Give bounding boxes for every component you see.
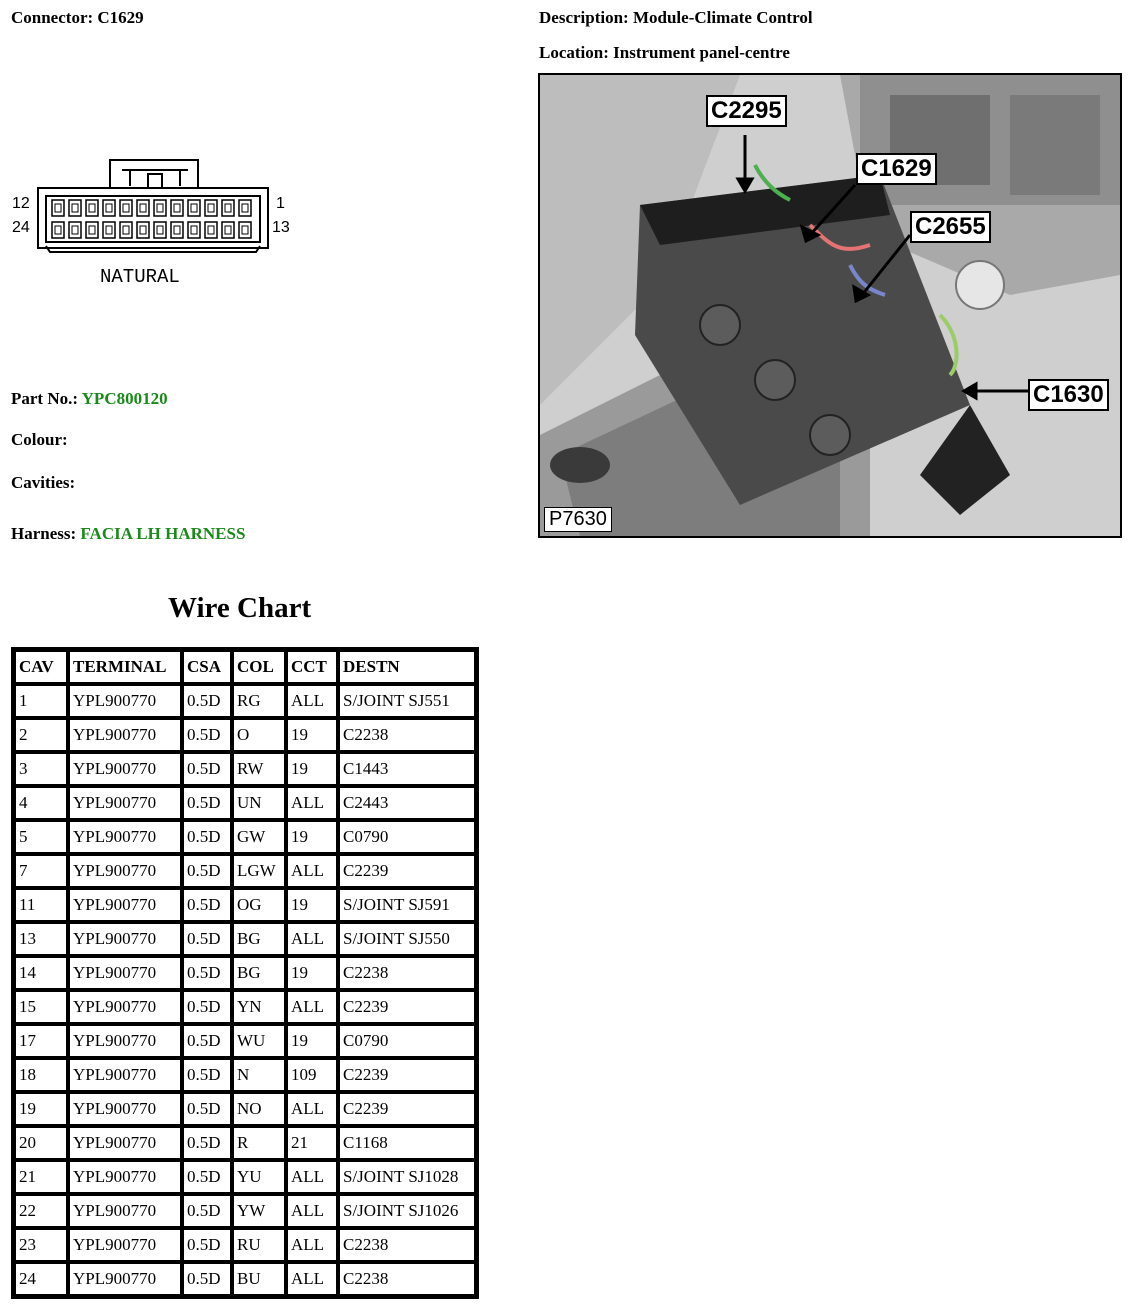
cell-destn: C2239 (338, 990, 476, 1024)
cell-cav: 15 (14, 990, 68, 1024)
connector-label: Connector: (11, 8, 94, 27)
cell-csa: 0.5D (182, 752, 232, 786)
cell-col: WU (232, 1024, 286, 1058)
cell-terminal: YPL900770 (68, 956, 182, 990)
connector-pin-cell (120, 222, 132, 238)
pin-number-24: 24 (12, 219, 30, 236)
cell-destn: C2443 (338, 786, 476, 820)
connector-pin-terminal (157, 204, 163, 212)
cell-cav: 2 (14, 718, 68, 752)
callout-c1629: C1629 (856, 153, 937, 185)
table-row (14, 752, 476, 786)
callout-c2295: C2295 (706, 95, 787, 127)
cell-col: OG (232, 888, 286, 922)
cell-terminal: YPL900770 (68, 854, 182, 888)
cavities-row (11, 473, 75, 493)
connector-pin-cell (154, 200, 166, 216)
connector-colour-caption: NATURAL (100, 266, 180, 288)
cell-destn: S/JOINT SJ1028 (338, 1160, 476, 1194)
cell-col: RW (232, 752, 286, 786)
cell-col: LGW (232, 854, 286, 888)
table-row (14, 1092, 476, 1126)
cell-csa: 0.5D (182, 888, 232, 922)
cell-csa: 0.5D (182, 1024, 232, 1058)
cell-terminal: YPL900770 (68, 1160, 182, 1194)
cell-csa: 0.5D (182, 820, 232, 854)
cell-col: N (232, 1058, 286, 1092)
cell-cav: 3 (14, 752, 68, 786)
cell-cct: 19 (286, 752, 338, 786)
cell-destn: C2238 (338, 718, 476, 752)
cell-csa: 0.5D (182, 1228, 232, 1262)
cell-terminal: YPL900770 (68, 718, 182, 752)
description-heading (539, 8, 813, 28)
cell-cct: ALL (286, 990, 338, 1024)
cell-terminal: YPL900770 (68, 1058, 182, 1092)
cell-terminal: YPL900770 (68, 888, 182, 922)
cell-cct: 19 (286, 820, 338, 854)
connector-pin-terminal (123, 226, 129, 234)
dashboard-illustration (540, 75, 1120, 536)
wire-chart-title: Wire Chart (168, 592, 312, 624)
cell-csa: 0.5D (182, 1092, 232, 1126)
cell-col: UN (232, 786, 286, 820)
connector-pin-cell (205, 222, 217, 238)
cell-terminal: YPL900770 (68, 684, 182, 718)
cell-terminal: YPL900770 (68, 922, 182, 956)
wire-chart-header-row (14, 650, 476, 684)
cell-destn: C2239 (338, 854, 476, 888)
cell-destn: C2239 (338, 1058, 476, 1092)
connector-pin-terminal (225, 226, 231, 234)
table-row (14, 1228, 476, 1262)
cell-cav: 13 (14, 922, 68, 956)
table-row (14, 820, 476, 854)
cell-destn: C2238 (338, 1262, 476, 1296)
part-number-value: YPC800120 (81, 389, 168, 408)
header-csa: CSA (182, 650, 232, 684)
cell-cav: 23 (14, 1228, 68, 1262)
cell-destn: C1168 (338, 1126, 476, 1160)
connector-pin-cell (103, 200, 115, 216)
connector-face-diagram (10, 150, 310, 300)
cell-csa: 0.5D (182, 1194, 232, 1228)
cell-destn: S/JOINT SJ550 (338, 922, 476, 956)
table-row (14, 1262, 476, 1296)
cell-cct: ALL (286, 854, 338, 888)
connector-pin-cell (239, 222, 251, 238)
connector-pin-terminal (242, 226, 248, 234)
header-col: COL (232, 650, 286, 684)
cell-cav: 11 (14, 888, 68, 922)
connector-pin-terminal (123, 204, 129, 212)
connector-pin-terminal (106, 204, 112, 212)
connector-pin-cell (171, 200, 183, 216)
table-row (14, 1160, 476, 1194)
cell-csa: 0.5D (182, 922, 232, 956)
connector-pin-cell (86, 200, 98, 216)
cell-col: NO (232, 1092, 286, 1126)
connector-pin-cell (222, 200, 234, 216)
cell-terminal: YPL900770 (68, 820, 182, 854)
connector-location-photo (538, 73, 1122, 538)
connector-pin-block (46, 196, 260, 242)
table-row (14, 684, 476, 718)
connector-pin-cell (120, 200, 132, 216)
connector-pin-cell (188, 200, 200, 216)
photo-reference-label: P7630 (544, 507, 612, 532)
cell-cct: ALL (286, 922, 338, 956)
cell-terminal: YPL900770 (68, 990, 182, 1024)
cell-csa: 0.5D (182, 786, 232, 820)
cell-col: YW (232, 1194, 286, 1228)
table-row (14, 922, 476, 956)
cell-cct: ALL (286, 1228, 338, 1262)
connector-pin-terminal (72, 204, 78, 212)
table-row (14, 1126, 476, 1160)
connector-heading (11, 8, 144, 28)
cell-cct: ALL (286, 1194, 338, 1228)
cell-csa: 0.5D (182, 1126, 232, 1160)
cell-csa: 0.5D (182, 956, 232, 990)
table-row (14, 1058, 476, 1092)
connector-pin-cell (205, 200, 217, 216)
connector-pin-terminal (191, 204, 197, 212)
cell-csa: 0.5D (182, 990, 232, 1024)
cell-csa: 0.5D (182, 1262, 232, 1296)
cell-destn: C2238 (338, 1228, 476, 1262)
header-terminal: TERMINAL (68, 650, 182, 684)
connector-pin-terminal (55, 204, 61, 212)
cell-csa: 0.5D (182, 854, 232, 888)
cell-col: BG (232, 922, 286, 956)
wire-chart-table (11, 647, 479, 1299)
cell-col: YU (232, 1160, 286, 1194)
connector-pin-terminal (174, 204, 180, 212)
cell-terminal: YPL900770 (68, 1024, 182, 1058)
cell-cav: 24 (14, 1262, 68, 1296)
cell-cct: ALL (286, 1262, 338, 1296)
pin-row-top (52, 200, 251, 216)
connector-value: C1629 (97, 8, 144, 27)
cell-cav: 18 (14, 1058, 68, 1092)
connector-latch (122, 170, 188, 186)
callout-c2655: C2655 (910, 211, 991, 243)
colour-label: Colour: (11, 430, 68, 449)
location-value: Instrument panel-centre (613, 43, 790, 62)
harness-row (11, 524, 245, 544)
cell-cct: 109 (286, 1058, 338, 1092)
cell-col: RG (232, 684, 286, 718)
pin-row-bottom (52, 222, 251, 238)
connector-pin-cell (103, 222, 115, 238)
cell-cct: 19 (286, 888, 338, 922)
cell-csa: 0.5D (182, 1058, 232, 1092)
connector-pin-terminal (174, 226, 180, 234)
cell-terminal: YPL900770 (68, 1092, 182, 1126)
cell-csa: 0.5D (182, 1160, 232, 1194)
colour-row (11, 430, 68, 450)
connector-pin-terminal (89, 204, 95, 212)
table-row (14, 990, 476, 1024)
connector-pin-cell (239, 200, 251, 216)
connector-latch-key (148, 174, 162, 188)
cell-terminal: YPL900770 (68, 752, 182, 786)
connector-pin-cell (154, 222, 166, 238)
connector-pin-terminal (208, 226, 214, 234)
connector-pin-cell (137, 222, 149, 238)
cell-cav: 1 (14, 684, 68, 718)
connector-pin-cell (222, 222, 234, 238)
location-heading (539, 43, 790, 63)
description-label: Description: (539, 8, 629, 27)
connector-pin-cell (69, 200, 81, 216)
cell-destn: S/JOINT SJ591 (338, 888, 476, 922)
part-number-label: Part No.: (11, 389, 79, 408)
cell-destn: C1443 (338, 752, 476, 786)
cell-cct: ALL (286, 684, 338, 718)
cell-col: R (232, 1126, 286, 1160)
pin-number-12: 12 (12, 195, 30, 212)
connector-pin-terminal (140, 226, 146, 234)
cell-terminal: YPL900770 (68, 1194, 182, 1228)
cell-cct: 19 (286, 718, 338, 752)
cell-destn: C0790 (338, 1024, 476, 1058)
harness-label: Harness: (11, 524, 77, 543)
table-row (14, 786, 476, 820)
table-row (14, 854, 476, 888)
header-cct: CCT (286, 650, 338, 684)
connector-pin-terminal (157, 226, 163, 234)
table-row (14, 1194, 476, 1228)
cell-cav: 5 (14, 820, 68, 854)
connector-pin-cell (188, 222, 200, 238)
cell-col: BG (232, 956, 286, 990)
connector-pin-cell (137, 200, 149, 216)
cell-cct: ALL (286, 786, 338, 820)
pin-number-1: 1 (276, 195, 285, 212)
cell-destn: S/JOINT SJ1026 (338, 1194, 476, 1228)
cell-destn: S/JOINT SJ551 (338, 684, 476, 718)
cell-cav: 7 (14, 854, 68, 888)
cell-terminal: YPL900770 (68, 1126, 182, 1160)
connector-pin-terminal (191, 226, 197, 234)
connector-pin-cell (52, 222, 64, 238)
cell-cav: 22 (14, 1194, 68, 1228)
callout-c1630: C1630 (1028, 379, 1109, 411)
connector-pin-cell (52, 200, 64, 216)
cell-destn: C0790 (338, 820, 476, 854)
cell-col: GW (232, 820, 286, 854)
pin-number-13: 13 (272, 219, 290, 236)
table-row (14, 1024, 476, 1058)
header-destn: DESTN (338, 650, 476, 684)
header-cav: CAV (14, 650, 68, 684)
cell-cct: ALL (286, 1160, 338, 1194)
cell-destn: C2239 (338, 1092, 476, 1126)
cell-cct: 19 (286, 956, 338, 990)
connector-pin-cell (69, 222, 81, 238)
description-value: Module-Climate Control (632, 8, 813, 27)
connector-pin-terminal (72, 226, 78, 234)
cell-col: O (232, 718, 286, 752)
cell-csa: 0.5D (182, 718, 232, 752)
cell-cav: 4 (14, 786, 68, 820)
connector-pin-terminal (106, 226, 112, 234)
cell-col: RU (232, 1228, 286, 1262)
connector-pin-terminal (89, 226, 95, 234)
cell-col: YN (232, 990, 286, 1024)
connector-pin-cell (86, 222, 98, 238)
part-number-row (11, 389, 168, 409)
cell-cct: 21 (286, 1126, 338, 1160)
cavities-label: Cavities: (11, 473, 76, 492)
cell-cav: 21 (14, 1160, 68, 1194)
cell-cav: 14 (14, 956, 68, 990)
cell-destn: C2238 (338, 956, 476, 990)
cell-csa: 0.5D (182, 684, 232, 718)
connector-pin-terminal (225, 204, 231, 212)
table-row (14, 888, 476, 922)
cell-cct: ALL (286, 1092, 338, 1126)
cell-cav: 19 (14, 1092, 68, 1126)
table-row (14, 956, 476, 990)
cell-terminal: YPL900770 (68, 1262, 182, 1296)
cell-terminal: YPL900770 (68, 1228, 182, 1262)
connector-pin-terminal (208, 204, 214, 212)
connector-pin-cell (171, 222, 183, 238)
cell-terminal: YPL900770 (68, 786, 182, 820)
wire-chart-body (14, 684, 476, 1296)
table-row (14, 718, 476, 752)
cell-cct: 19 (286, 1024, 338, 1058)
connector-pin-terminal (242, 204, 248, 212)
harness-value: FACIA LH HARNESS (80, 524, 246, 543)
connector-pin-terminal (140, 204, 146, 212)
cell-cav: 20 (14, 1126, 68, 1160)
cell-col: BU (232, 1262, 286, 1296)
cell-cav: 17 (14, 1024, 68, 1058)
location-label: Location: (539, 43, 609, 62)
connector-pin-terminal (55, 226, 61, 234)
